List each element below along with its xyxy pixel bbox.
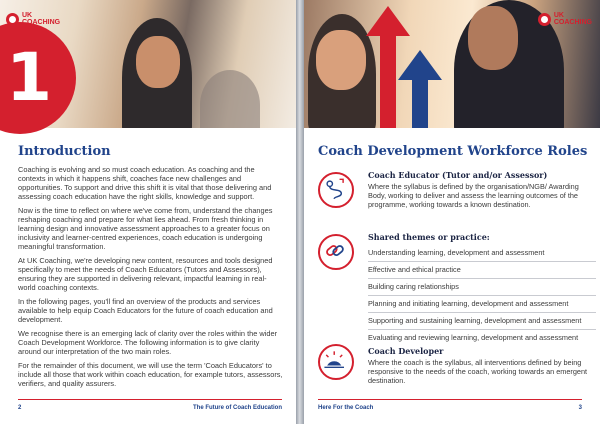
up-arrows-graphic [364, 6, 444, 128]
introduction-body [18, 165, 284, 393]
logo-line1: UK [553, 12, 564, 19]
link-chain-icon [318, 234, 354, 270]
logo-line2: COACHING [553, 19, 592, 26]
intro-paragraph: Now is the time to reflect on where we've come from, understand the changes reshaping coaching and prepare for what lies ahead. From fresh thinking in learning design and innovative assessment approaches to a greater focus on inclusivity and learner-centred experiences, coach education is undergoing meaningful transformation. [18, 206, 273, 251]
left-footer-title: The Future of Coach Education [192, 405, 282, 411]
list-item: Building caring relationships [368, 279, 596, 296]
coach-developer-description: Where the coach is the syllabus, all interventions defined by being responsive to the needs of the coach, working towards an emergent destination. [368, 358, 588, 385]
chapter-number-badge: 1 [0, 22, 76, 134]
intro-paragraph: We recognise there is an emerging lack of clarity over the roles within the wider Coach Development Workforce. The following information is to give clarity around our interpretation of the two main roles. [18, 329, 278, 356]
uk-coaching-logo-icon [538, 13, 551, 26]
list-item: Supporting and sustaining learning, development and assessment [368, 313, 596, 330]
logo-line1: UK [22, 12, 33, 19]
intro-paragraph: For the remainder of this document, we will use the term 'Coach Educators' to include all those that work within coach education, for example tutors, assessors, verifiers, and quality assurers. [18, 361, 283, 388]
intro-paragraph: Coaching is evolving and so must coach education. As coaching and the contexts in which it happens shift, coaches face new challenges and opportunities. To support and drive this shift it is vital that those delivering and assessing coach education have the right skills, knowledge and support. [18, 165, 272, 201]
uk-coaching-logo-icon [6, 13, 19, 26]
introduction-heading: Introduction [18, 144, 111, 159]
right-footer [318, 399, 582, 411]
coach-educator-description: Where the syllabus is defined by the organisation/NGB/ Awarding Body, working to deliver and assess the learning outcomes of the programme, working towards a known destination. [368, 182, 579, 209]
route-icon [318, 172, 354, 208]
intro-paragraph: At UK Coaching, we're developing new content, resources and tools designed specifically to meet the needs of Coach Educators (Tutors and Assessors), ensuring they are supported in delivering relevant, impactful learning in real-world coaching contexts. [18, 256, 273, 292]
right-page [304, 0, 600, 424]
left-page [0, 0, 296, 424]
shared-themes-list [368, 245, 596, 346]
coach-educator-title: Coach Educator (Tutor and/or Assessor) [368, 170, 548, 180]
right-footer-title: Here For the Coach [318, 405, 374, 411]
uk-coaching-logo [6, 12, 60, 26]
workforce-roles-heading: Coach Development Workforce Roles [318, 144, 588, 159]
intro-paragraph: In the following pages, you'll find an overview of the products and services available to help equip Coach Educators for the future of coach education and development. [18, 297, 273, 324]
left-page-number: 2 [18, 405, 22, 411]
list-item: Understanding learning, development and assessment [368, 245, 596, 262]
list-item: Evaluating and reviewing learning, development and assessment [368, 333, 579, 342]
shared-themes-title: Shared themes or practice: [368, 232, 490, 242]
logo-line2: COACHING [22, 19, 61, 26]
uk-coaching-logo [538, 12, 592, 26]
right-page-number: 3 [578, 405, 582, 411]
left-footer [18, 399, 282, 411]
page-gutter [296, 0, 304, 424]
sunrise-icon [318, 344, 354, 380]
list-item: Planning and initiating learning, development and assessment [368, 296, 596, 313]
list-item: Effective and ethical practice [368, 262, 596, 279]
coach-developer-title: Coach Developer [368, 346, 444, 356]
